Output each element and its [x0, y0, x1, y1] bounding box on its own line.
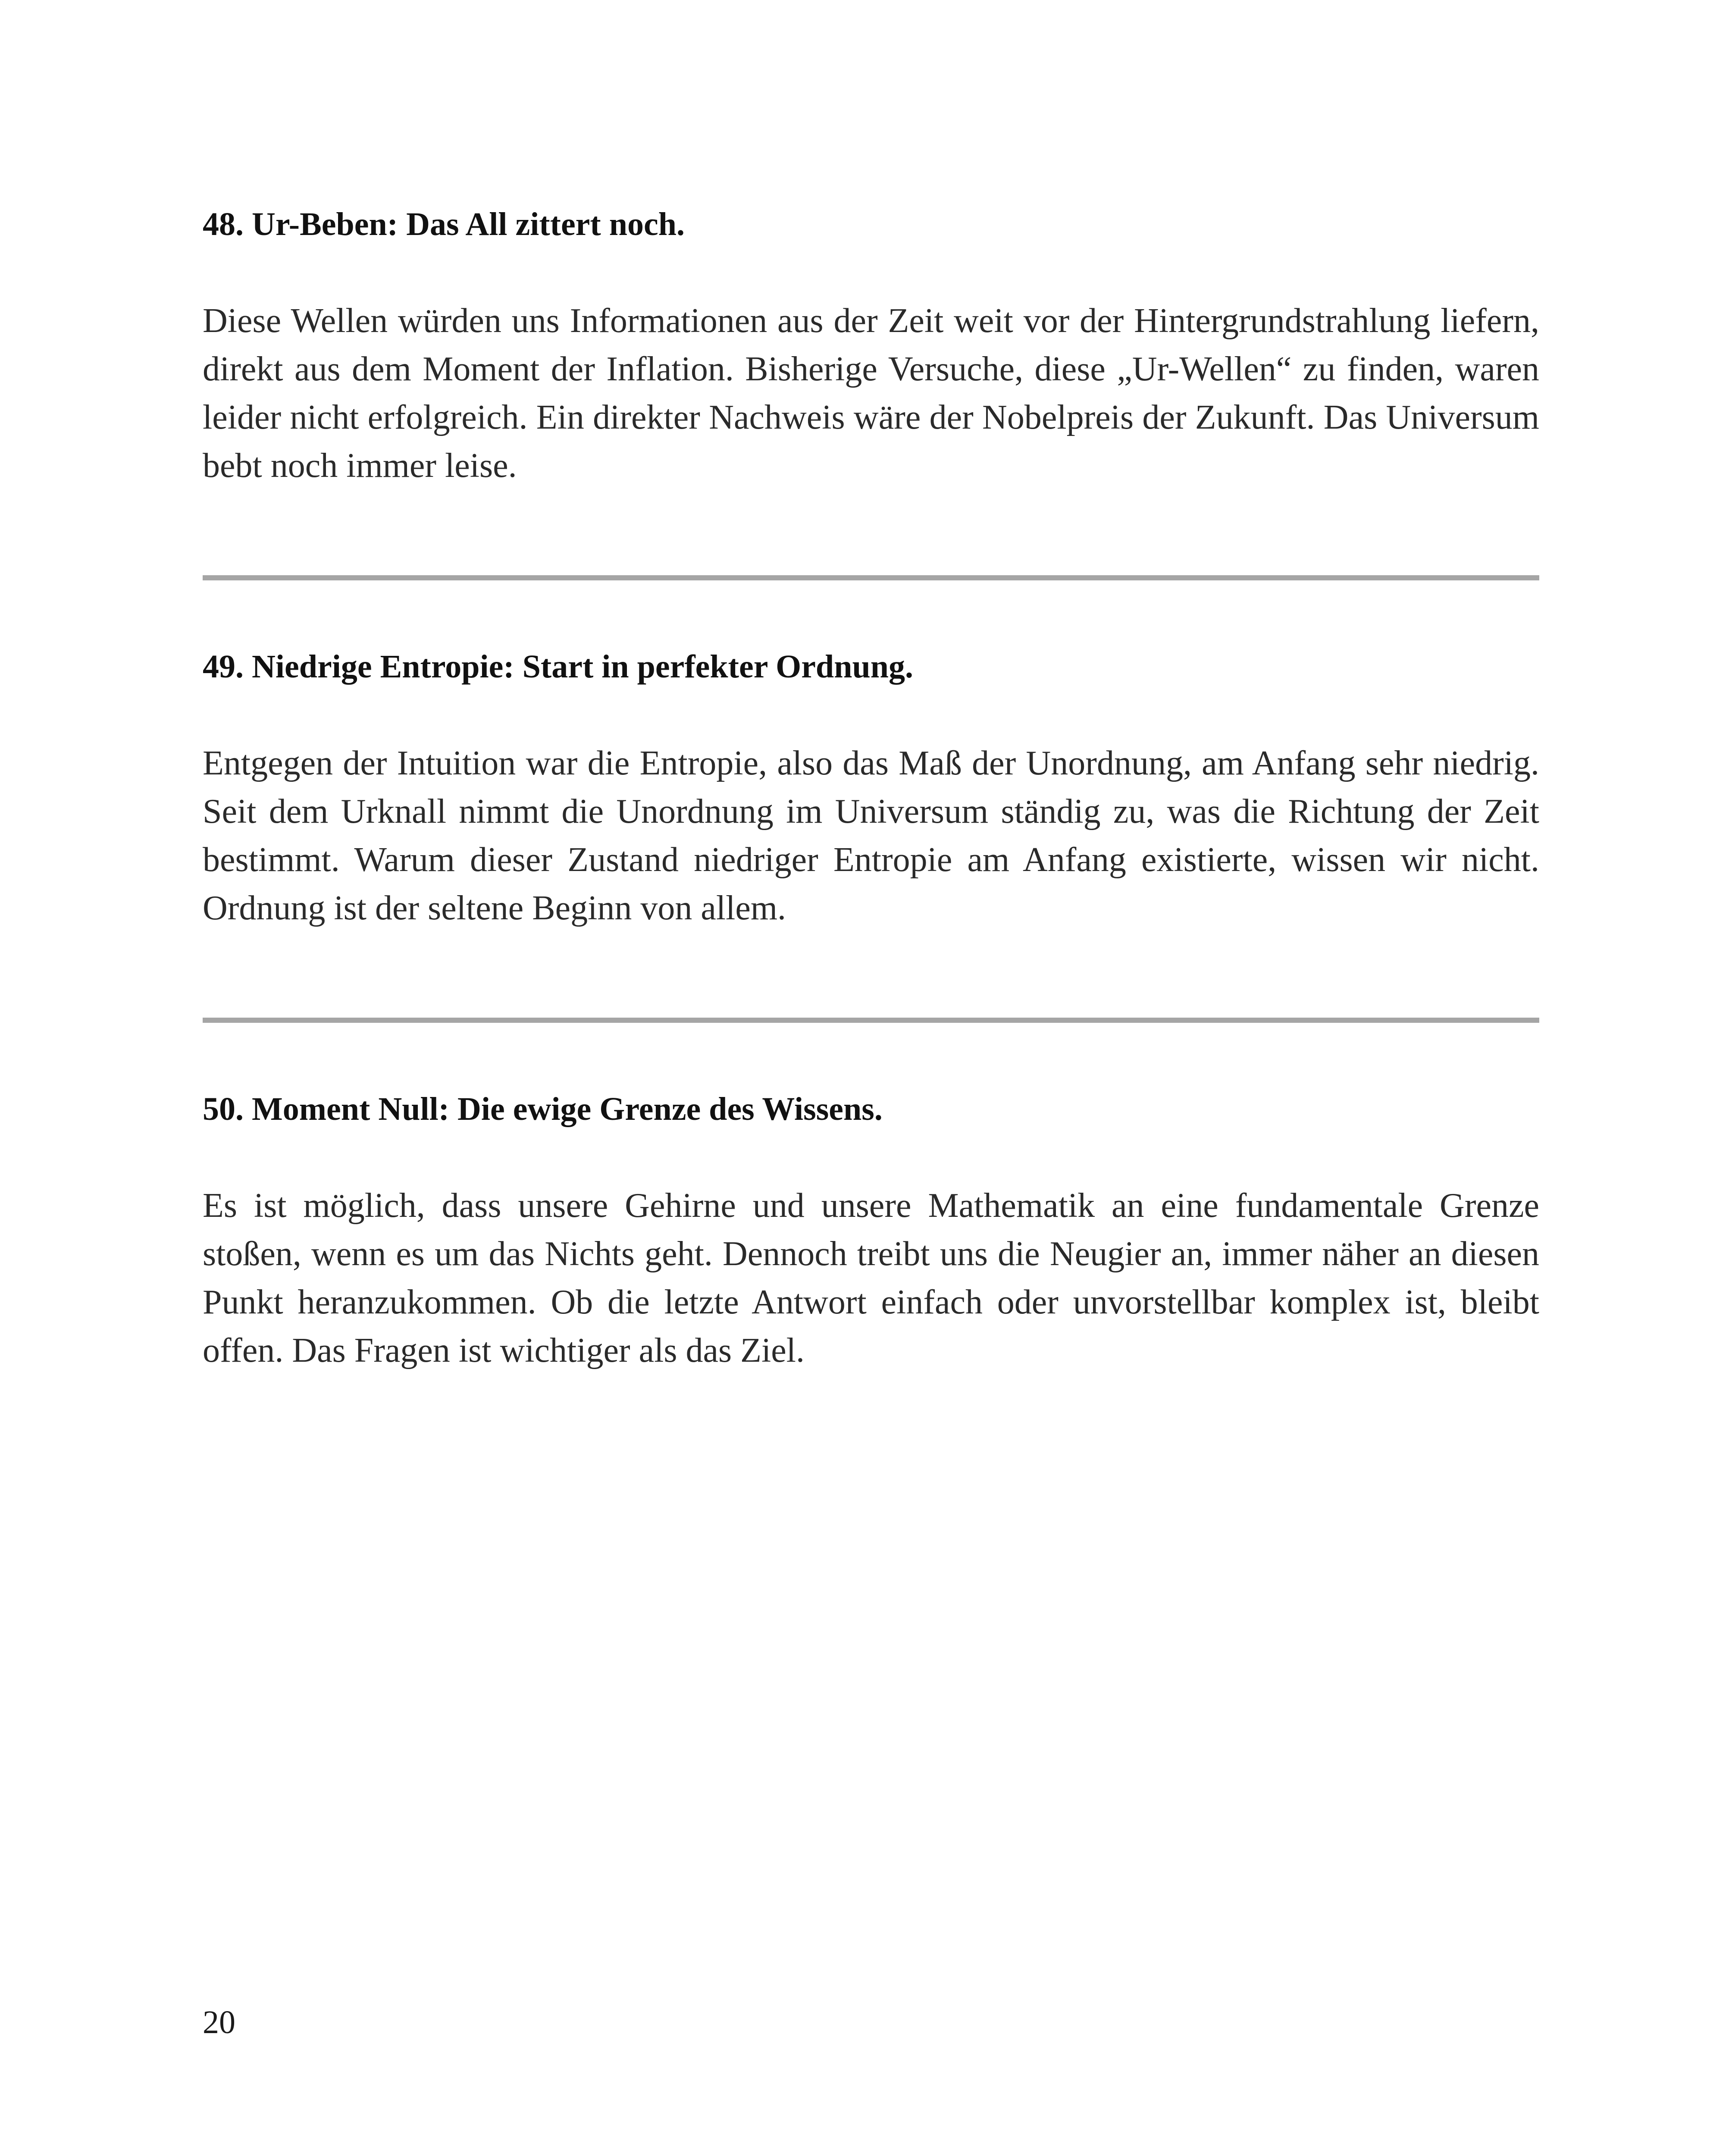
section-body: Es ist möglich, dass unsere Gehirne und unsere Mathematik an eine fundamentale Grenze stoßen, wenn es um das Nichts geht. Dennoch treibt uns die Neugier an, immer näher an diesen Punkt heranzukommen. Ob die letzte Antwort einfach oder unvorstellbar komplex ist, bleibt offen. Das Fragen ist wichtiger als das Ziel. [203, 1187, 1539, 1369]
section-48 [203, 203, 1539, 490]
section-49 [203, 645, 1539, 932]
section-divider [203, 1018, 1539, 1023]
section-heading: 48. Ur-Beben: Das All zittert noch. [203, 206, 685, 242]
section-divider [203, 575, 1539, 580]
section-body: Diese Wellen würden uns Informationen aus der Zeit weit vor der Hintergrundstrahlung liefern, direkt aus dem Moment der Inflation. Bisherige Versuche, diese „Ur-Wellen“ zu finden, waren leider nicht erfolgreich. Ein direkter Nachweis wäre der Nobelpreis der Zukunft. Das Universum bebt noch immer leise. [203, 302, 1539, 485]
page-number: 20 [203, 2004, 235, 2040]
section-heading: 49. Niedrige Entropie: Start in perfekter Ordnung. [203, 649, 913, 685]
section-heading: 50. Moment Null: Die ewige Grenze des Wissens. [203, 1091, 883, 1127]
section-body: Entgegen der Intuition war die Entropie, also das Maß der Unordnung, am Anfang sehr niedrig. Seit dem Urknall nimmt die Unordnung im Universum ständig zu, was die Richtung der Zeit bestimmt. Warum dieser Zustand niedriger Entropie am Anfang existierte, wissen wir nicht. Ordnung ist der seltene Beginn von allem. [203, 744, 1539, 927]
page-content [203, 203, 1539, 1375]
section-50 [203, 1087, 1539, 1375]
